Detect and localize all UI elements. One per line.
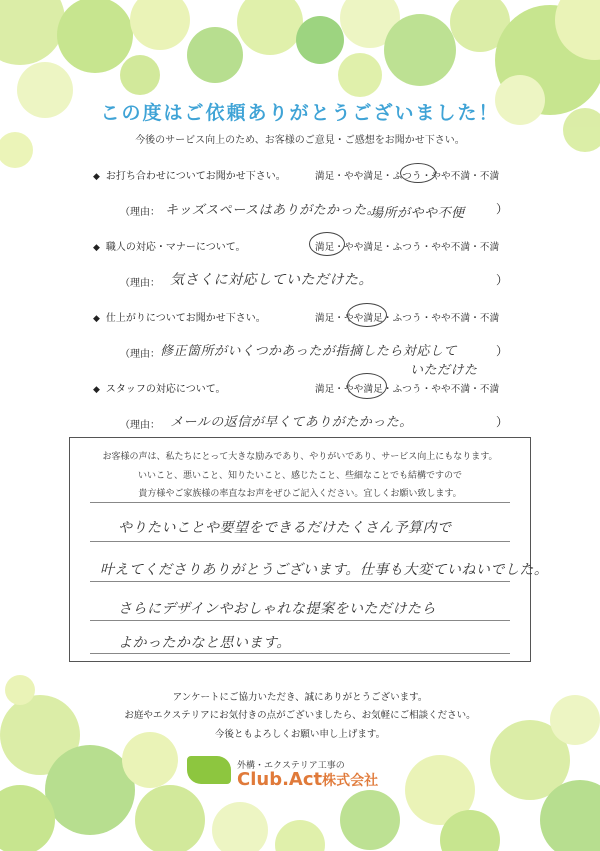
diamond-icon: ◆	[93, 172, 100, 182]
question-2	[93, 238, 246, 253]
voice-note-3: 貴方様やご家族様の率直なお声をぜひご記入ください。宜しくお願い致します。	[138, 489, 462, 499]
company-logo	[237, 769, 378, 790]
voice-line-1: やりたいことや要望をできるだけたくさん予算内で	[118, 520, 452, 536]
page-title: この度はご依頼ありがとうございました！	[100, 102, 500, 124]
ruled-line	[90, 653, 510, 654]
close-paren: ）	[496, 415, 509, 429]
diamond-icon: ◆	[93, 385, 100, 395]
question-1-answer: キッズスペースはありがたかった。	[165, 203, 381, 218]
ruled-line	[90, 620, 510, 621]
question-3-reason-label: （理由：	[120, 349, 160, 360]
voice-line-3: さらにデザインやおしゃれな提案をいただけたら	[118, 601, 437, 617]
question-2-label: 職人の対応・マナーについて。	[105, 242, 246, 253]
question-1-reason-label: （理由：	[120, 207, 160, 218]
logo-name: Club.Act	[237, 769, 323, 790]
close-paren: ）	[496, 202, 509, 216]
question-4-reason-label: （理由：	[120, 420, 160, 431]
rating-circle	[347, 373, 387, 399]
question-4-answer: メールの返信が早くてありがたかった。	[170, 415, 413, 430]
footer-line-1: アンケートにご協力いただき、誠にありがとうございます。	[172, 692, 428, 703]
company-logo-mark	[187, 756, 231, 784]
logo-tagline: 外構・エクステリア工事の	[237, 761, 345, 771]
rating-circle	[400, 163, 436, 183]
question-4-rating: 満足・やや満足・ふつう・やや不満・不満	[315, 384, 500, 395]
question-3-answer-2: いただけた	[410, 363, 478, 378]
voice-note-2: いいこと、悪いこと、知りたいこと、感じたこと、些細なことでも結構ですので	[137, 471, 462, 481]
diamond-icon: ◆	[93, 243, 100, 253]
question-4-label: スタッフの対応について。	[105, 384, 226, 395]
question-3	[93, 309, 266, 324]
footer-line-2: お庭やエクステリアにお気付きの点がございましたら、お気軽にご相談ください。	[124, 710, 476, 721]
rating-circle	[309, 232, 345, 256]
diamond-icon: ◆	[93, 314, 100, 324]
logo-suffix: 株式会社	[322, 773, 379, 789]
footer-line-3: 今後ともよろしくお願い申し上げます。	[214, 729, 386, 740]
page-subtitle: 今後のサービス向上のため、お客様のご意見・ご感想をお聞かせ下さい。	[135, 135, 465, 146]
close-paren: ）	[496, 273, 509, 287]
question-1	[93, 167, 286, 182]
question-3-label: 仕上がりについてお聞かせ下さい。	[105, 313, 266, 324]
ruled-line	[90, 502, 510, 503]
rating-circle	[347, 303, 387, 327]
close-paren: ）	[496, 344, 509, 358]
question-3-rating: 満足・やや満足・ふつう・やや不満・不満	[315, 313, 500, 324]
voice-note-1: お客様の声は、私たちにとって大きな励みであり、やりがいであり、サービス向上にもなります。	[102, 452, 498, 462]
question-3-answer: 修正箇所がいくつかあったが指摘したら対応して	[160, 344, 457, 359]
question-2-reason-label: （理由：	[120, 278, 160, 289]
voice-line-4: よかったかなと思います。	[118, 635, 291, 651]
ruled-line	[90, 581, 510, 582]
ruled-line	[90, 541, 510, 542]
question-1-label: お打ち合わせについてお聞かせ下さい。	[105, 171, 286, 182]
question-1-rating: 満足・やや満足・ふつう・やや不満・不満	[315, 171, 500, 182]
question-1-answer-2: 場所がやや不便	[370, 206, 465, 221]
voice-line-2: 叶えてくださりありがとうございます。仕事も大変ていねいでした。	[100, 562, 549, 578]
question-2-answer: 気さくに対応していただけた。	[170, 272, 373, 288]
question-2-rating: 満足・やや満足・ふつう・やや不満・不満	[315, 242, 500, 253]
question-4	[93, 380, 226, 395]
